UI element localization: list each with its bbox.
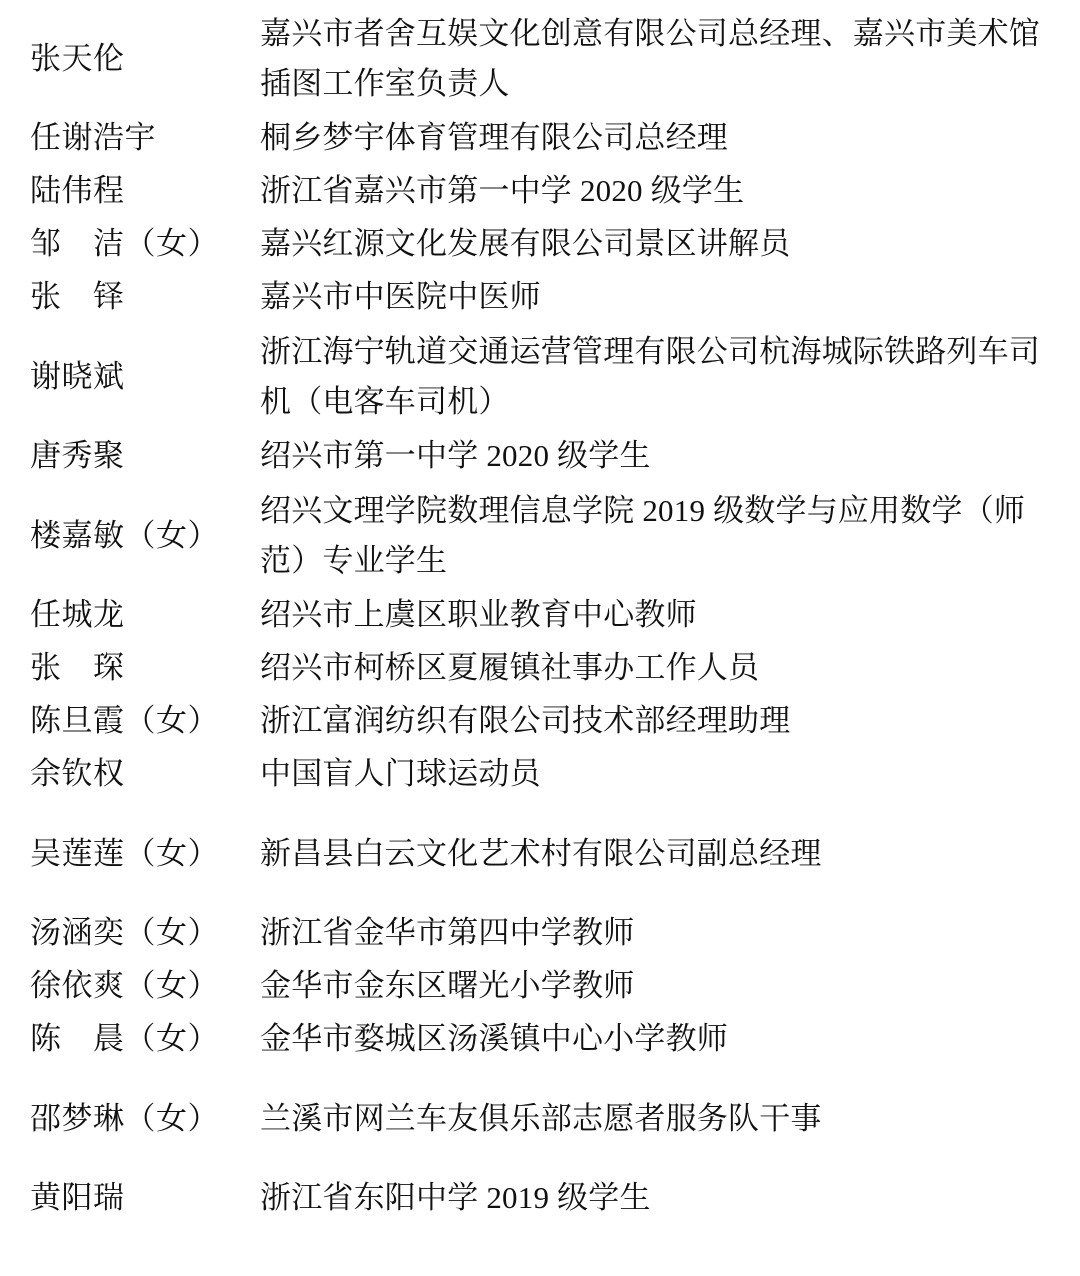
row-description: 中国盲人门球运动员 <box>260 756 541 792</box>
row-description: 浙江省东阳中学 2019 级学生 <box>260 1180 651 1216</box>
table-row <box>30 483 1050 589</box>
row-description: 嘉兴市中医院中医师 <box>260 279 541 315</box>
row-description: 绍兴文理学院数理信息学院 2019 级数学与应用数学（师范）专业学生 <box>260 492 1026 578</box>
row-name: 黄阳瑞 <box>30 1180 125 1216</box>
row-description: 浙江海宁轨道交通运营管理有限公司杭海城际铁路列车司机（电客车司机） <box>260 333 1040 419</box>
row-name: 陈旦霞（女） <box>30 703 219 739</box>
roster-table-body <box>30 6 1050 1225</box>
row-description: 嘉兴红源文化发展有限公司景区讲解员 <box>260 226 791 262</box>
row-name: 任城龙 <box>30 597 125 633</box>
row-description: 金华市婺城区汤溪镇中心小学教师 <box>260 1021 728 1057</box>
table-row <box>30 165 1050 218</box>
table-row <box>30 1066 1050 1172</box>
table-row <box>30 642 1050 695</box>
row-description: 浙江省金华市第四中学教师 <box>260 915 635 951</box>
table-row <box>30 907 1050 960</box>
table-row <box>30 112 1050 165</box>
table-row <box>30 960 1050 1013</box>
table-row <box>30 589 1050 642</box>
row-description: 嘉兴市者舍互娱文化创意有限公司总经理、嘉兴市美术馆插图工作室负责人 <box>260 15 1040 101</box>
row-name: 楼嘉敏（女） <box>30 517 219 553</box>
row-name: 汤涵奕（女） <box>30 915 219 951</box>
row-description: 新昌县白云文化艺术村有限公司副总经理 <box>260 835 822 871</box>
row-description: 浙江省嘉兴市第一中学 2020 级学生 <box>260 173 745 209</box>
row-name: 张 琛 <box>30 650 125 686</box>
table-row <box>30 1172 1050 1225</box>
table-row <box>30 430 1050 483</box>
table-row <box>30 1013 1050 1066</box>
row-name: 谢晓斌 <box>30 358 125 394</box>
row-name: 唐秀聚 <box>30 438 125 474</box>
row-name: 邹 洁（女） <box>30 226 219 262</box>
table-row <box>30 748 1050 801</box>
table-row <box>30 271 1050 324</box>
row-name: 陆伟程 <box>30 173 125 209</box>
row-name: 余钦权 <box>30 756 125 792</box>
row-name: 吴莲莲（女） <box>30 835 219 871</box>
row-name: 邵梦琳（女） <box>30 1100 219 1136</box>
table-row <box>30 324 1050 430</box>
row-name: 张天伦 <box>30 40 125 76</box>
row-name: 任谢浩宇 <box>30 120 156 156</box>
row-description: 金华市金东区曙光小学教师 <box>260 968 635 1004</box>
table-row <box>30 218 1050 271</box>
row-name: 陈 晨（女） <box>30 1021 219 1057</box>
row-name: 徐依爽（女） <box>30 968 219 1004</box>
row-description: 兰溪市网兰车友俱乐部志愿者服务队干事 <box>260 1100 822 1136</box>
row-description: 绍兴市柯桥区夏履镇社事办工作人员 <box>260 650 760 686</box>
row-description: 浙江富润纺织有限公司技术部经理助理 <box>260 703 791 739</box>
row-description: 绍兴市上虞区职业教育中心教师 <box>260 597 697 633</box>
table-row <box>30 6 1050 112</box>
table-row <box>30 695 1050 748</box>
row-description: 绍兴市第一中学 2020 级学生 <box>260 438 651 474</box>
row-name: 张 铎 <box>30 279 125 315</box>
row-description: 桐乡梦宇体育管理有限公司总经理 <box>260 120 728 156</box>
table-row <box>30 801 1050 907</box>
roster-table <box>30 6 1050 1225</box>
